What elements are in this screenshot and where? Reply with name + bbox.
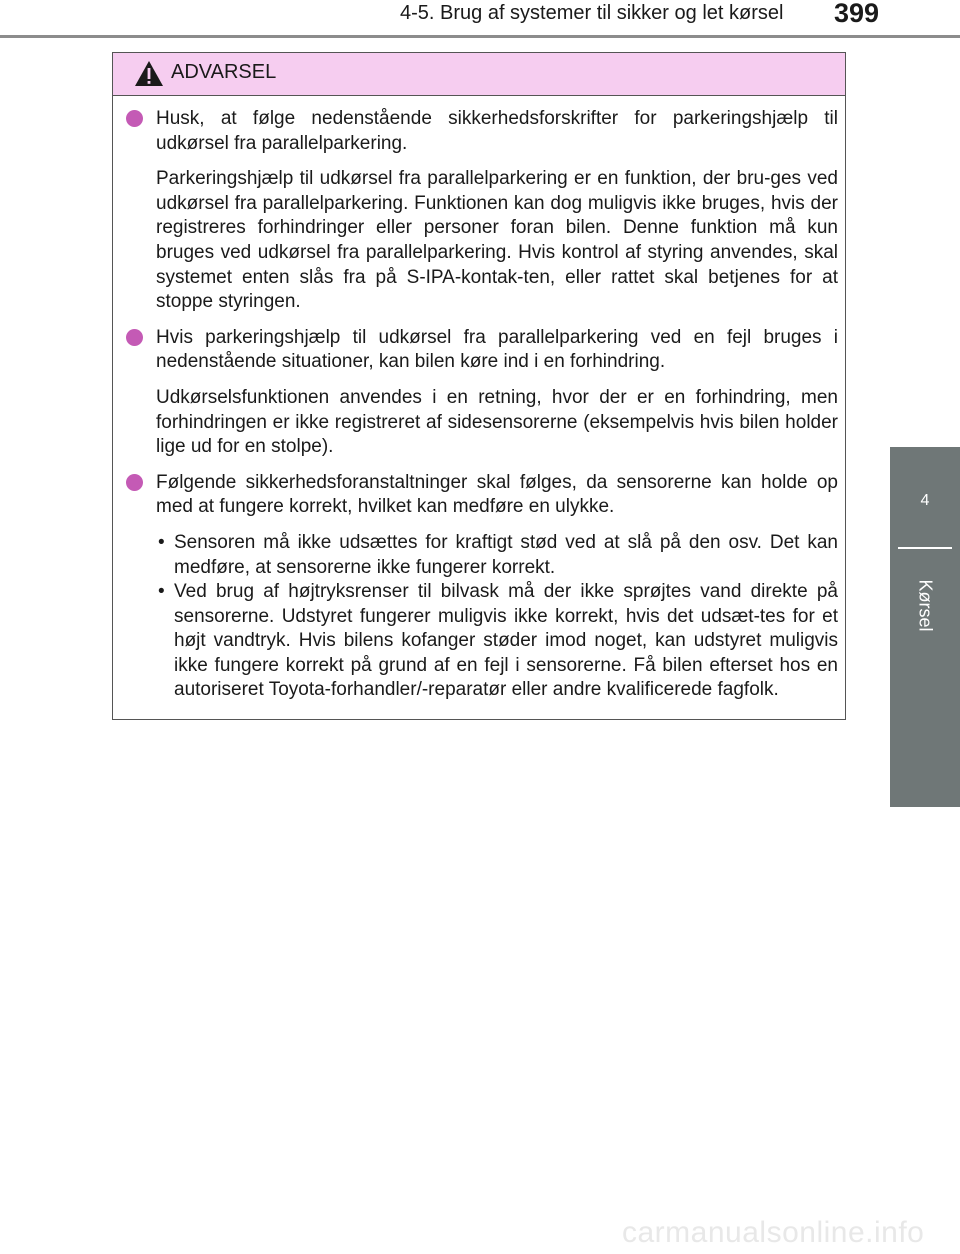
page-header-title: 4-5. Brug af systemer til sikker og let kørsel (400, 2, 784, 24)
warning-box (112, 52, 846, 720)
side-tab-divider (898, 547, 952, 549)
header-rule (0, 35, 960, 38)
sub-item-text: Sensoren må ikke udsættes for kraftigt stød ved at slå på den osv. Det kan medføre, at sensorerne ikke fungerer korrekt. (174, 531, 838, 578)
bullet-dot-icon (126, 329, 143, 346)
sub-list (126, 531, 838, 703)
bullet-text: Husk, at følge nedenstående sikkerhedsforskrifter for parkeringshjælp til udkørsel fra parallelparkering. (156, 108, 838, 154)
bullet-text: Følgende sikkerhedsforanstaltninger skal følges, da sensorerne kan holde op med at fungere korrekt, hvilket kan medføre en ulykke. (156, 471, 838, 518)
warning-bullet (126, 107, 838, 156)
bullet-text: Hvis parkeringshjælp til udkørsel fra parallelparkering ved en fejl bruges i nedenstående situationer, kan bilen køre ind i en forhindring. (156, 326, 838, 373)
watermark: carmanualsonline.info (622, 1216, 925, 1249)
warning-bullet (126, 471, 838, 520)
warning-paragraph: Udkørselsfunktionen anvendes i en retning, hvor der er en forhindring, men forhindringen er ikke registreret af sidesensorerne (eksempelvis hvis bilen holder lige ud for en stolpe). (156, 386, 838, 458)
warning-body (126, 107, 838, 703)
sub-item-text: Ved brug af højtryksrenser til bilvask må der ikke sprøjtes vand direkte på sensorerne. Udstyret fungerer muligvis ikke korrekt, hvis det udsæt-tes for et højt vandtryk. Hvis bilens kofanger støder imod noget, kan udstyret muligvis ikke fungere korrekt på grund af en fejl i sensorerne. Få bilen efterset hos en autoriseret Toyota-forhandler/-reparatør eller andre kvalificerede fagfolk. (174, 581, 838, 701)
bullet-dot-icon (126, 110, 143, 127)
bullet-dot-icon (126, 474, 143, 491)
chapter-number: 4 (920, 492, 930, 509)
sub-list-item (156, 580, 838, 703)
warning-bullet (126, 326, 838, 375)
small-bullet-icon: • (158, 531, 165, 553)
small-bullet-icon: • (158, 581, 165, 603)
chapter-side-tab[interactable] (890, 447, 960, 807)
warning-title: ADVARSEL (171, 61, 277, 83)
chapter-label: Kørsel (915, 579, 936, 632)
warning-header (113, 53, 845, 96)
page-number: 399 (834, 0, 880, 28)
sub-list-item (156, 531, 838, 580)
warning-paragraph: Parkeringshjælp til udkørsel fra parallelparkering er en funktion, der bru-ges ved udkørsel fra parallelparkering. Funktionen kan dog muligvis ikke bruges, hvis der registreres forhindringer eller personer foran bilen. Denne funktion må kun bruges ved udkørsel fra parallelparkering. Hvis kontrol af styring anvendes, skal systemet enten slås fra på S-IPA-kontak-ten, eller rattet skal betjenes for at stoppe styringen. (156, 168, 838, 313)
warning-triangle-icon (134, 60, 164, 87)
